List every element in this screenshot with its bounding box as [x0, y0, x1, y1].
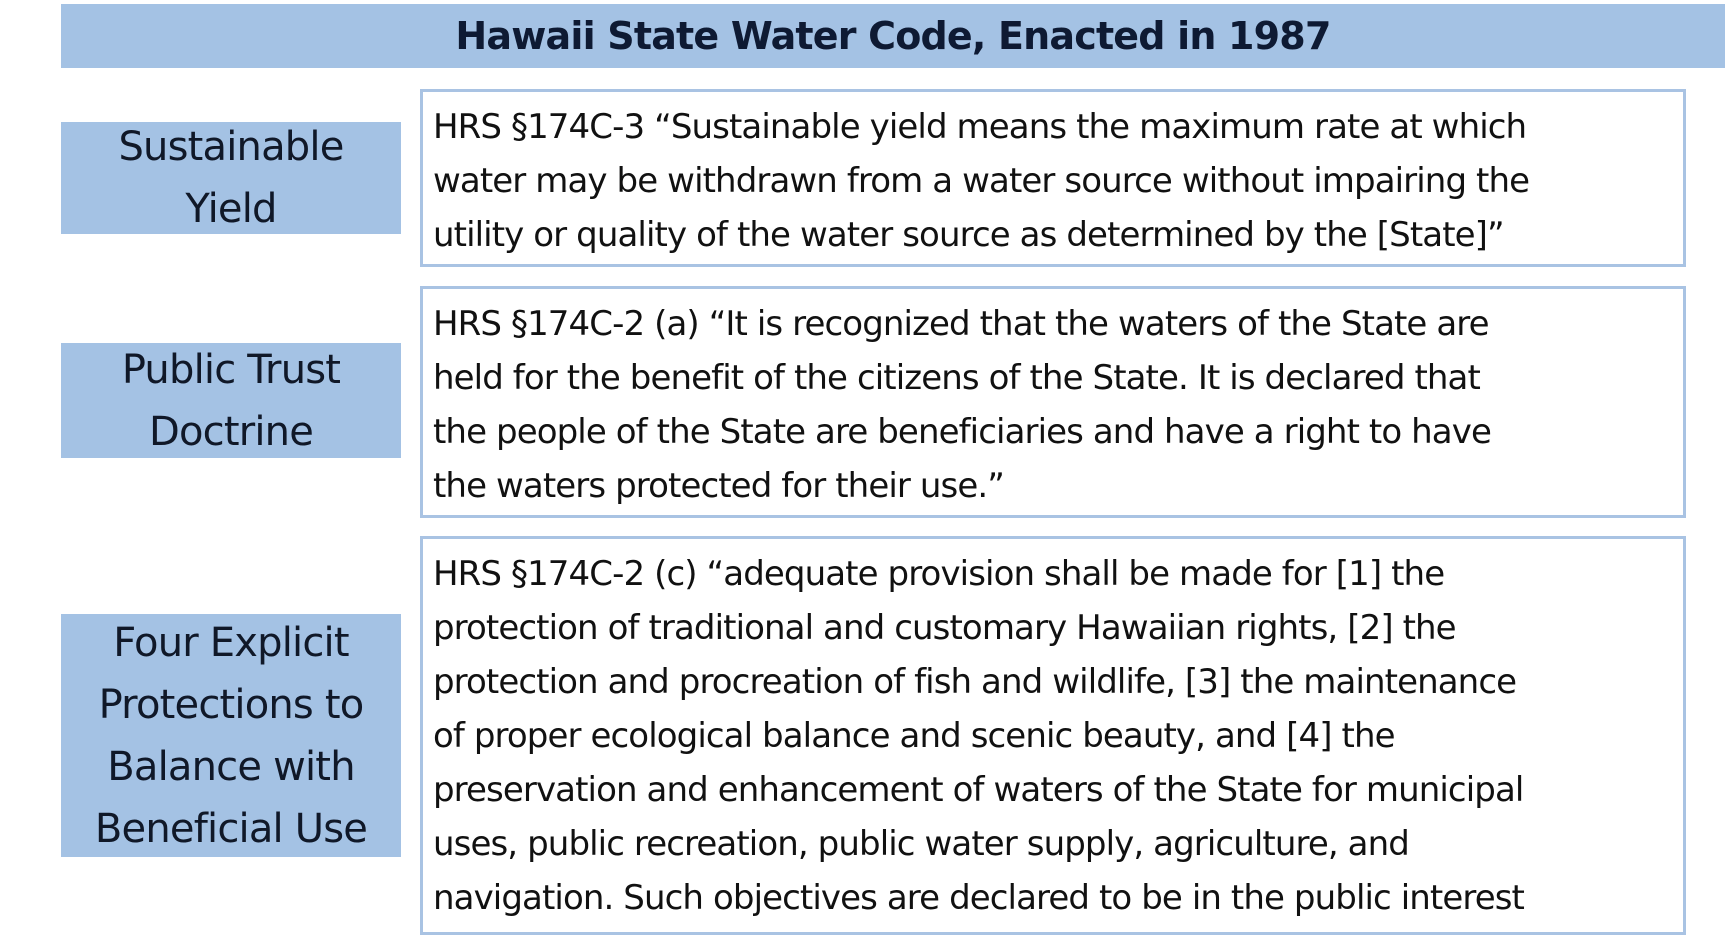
label-line: Balance with: [107, 743, 355, 790]
definition-sustainable-yield: [420, 89, 1686, 267]
label-line: Beneficial Use: [94, 805, 368, 852]
label-line: Doctrine: [148, 408, 314, 455]
definition-line: HRS §174C-2 (a) “It is recognized that the waters of the State are: [433, 304, 1489, 344]
definition-line: HRS §174C-3 “Sustainable yield means the maximum rate at which: [433, 107, 1527, 147]
definition-line: protection and procreation of fish and wildlife, [3] the maintenance: [433, 662, 1517, 702]
label-four-explicit-protections: [61, 614, 401, 857]
definition-four-explicit-protections: [420, 536, 1686, 935]
definition-line: the waters protected for their use.”: [433, 466, 1004, 506]
label-line: Public Trust: [121, 346, 341, 393]
label-sustainable-yield: [61, 122, 401, 234]
definition-line: the people of the State are beneficiaries and have a right to have: [433, 412, 1491, 452]
definition-line: water may be withdrawn from a water source without impairing the: [433, 161, 1530, 201]
definition-line: utility or quality of the water source as determined by the [State]”: [433, 215, 1504, 255]
definition-line: navigation. Such objectives are declared to be in the public interest: [433, 878, 1524, 918]
definition-line: protection of traditional and customary Hawaiian rights, [2] the: [433, 608, 1456, 648]
definition-line: HRS §174C-2 (c) “adequate provision shall be made for [1] the: [433, 554, 1445, 594]
label-public-trust-doctrine: [61, 343, 401, 458]
definition-line: held for the benefit of the citizens of the State. It is declared that: [433, 358, 1480, 398]
definition-line: preservation and enhancement of waters of the State for municipal: [433, 770, 1524, 810]
label-line: Yield: [185, 186, 277, 232]
label-line: Sustainable: [118, 124, 344, 170]
label-line: Four Explicit: [113, 619, 349, 666]
label-line: Protections to: [98, 681, 364, 728]
title-banner: [61, 4, 1725, 68]
definition-line: of proper ecological balance and scenic beauty, and [4] the: [433, 716, 1395, 756]
page-title: Hawaii State Water Code, Enacted in 1987: [455, 14, 1331, 58]
definition-public-trust-doctrine: [420, 286, 1686, 518]
definition-line: uses, public recreation, public water supply, agriculture, and: [433, 824, 1409, 864]
